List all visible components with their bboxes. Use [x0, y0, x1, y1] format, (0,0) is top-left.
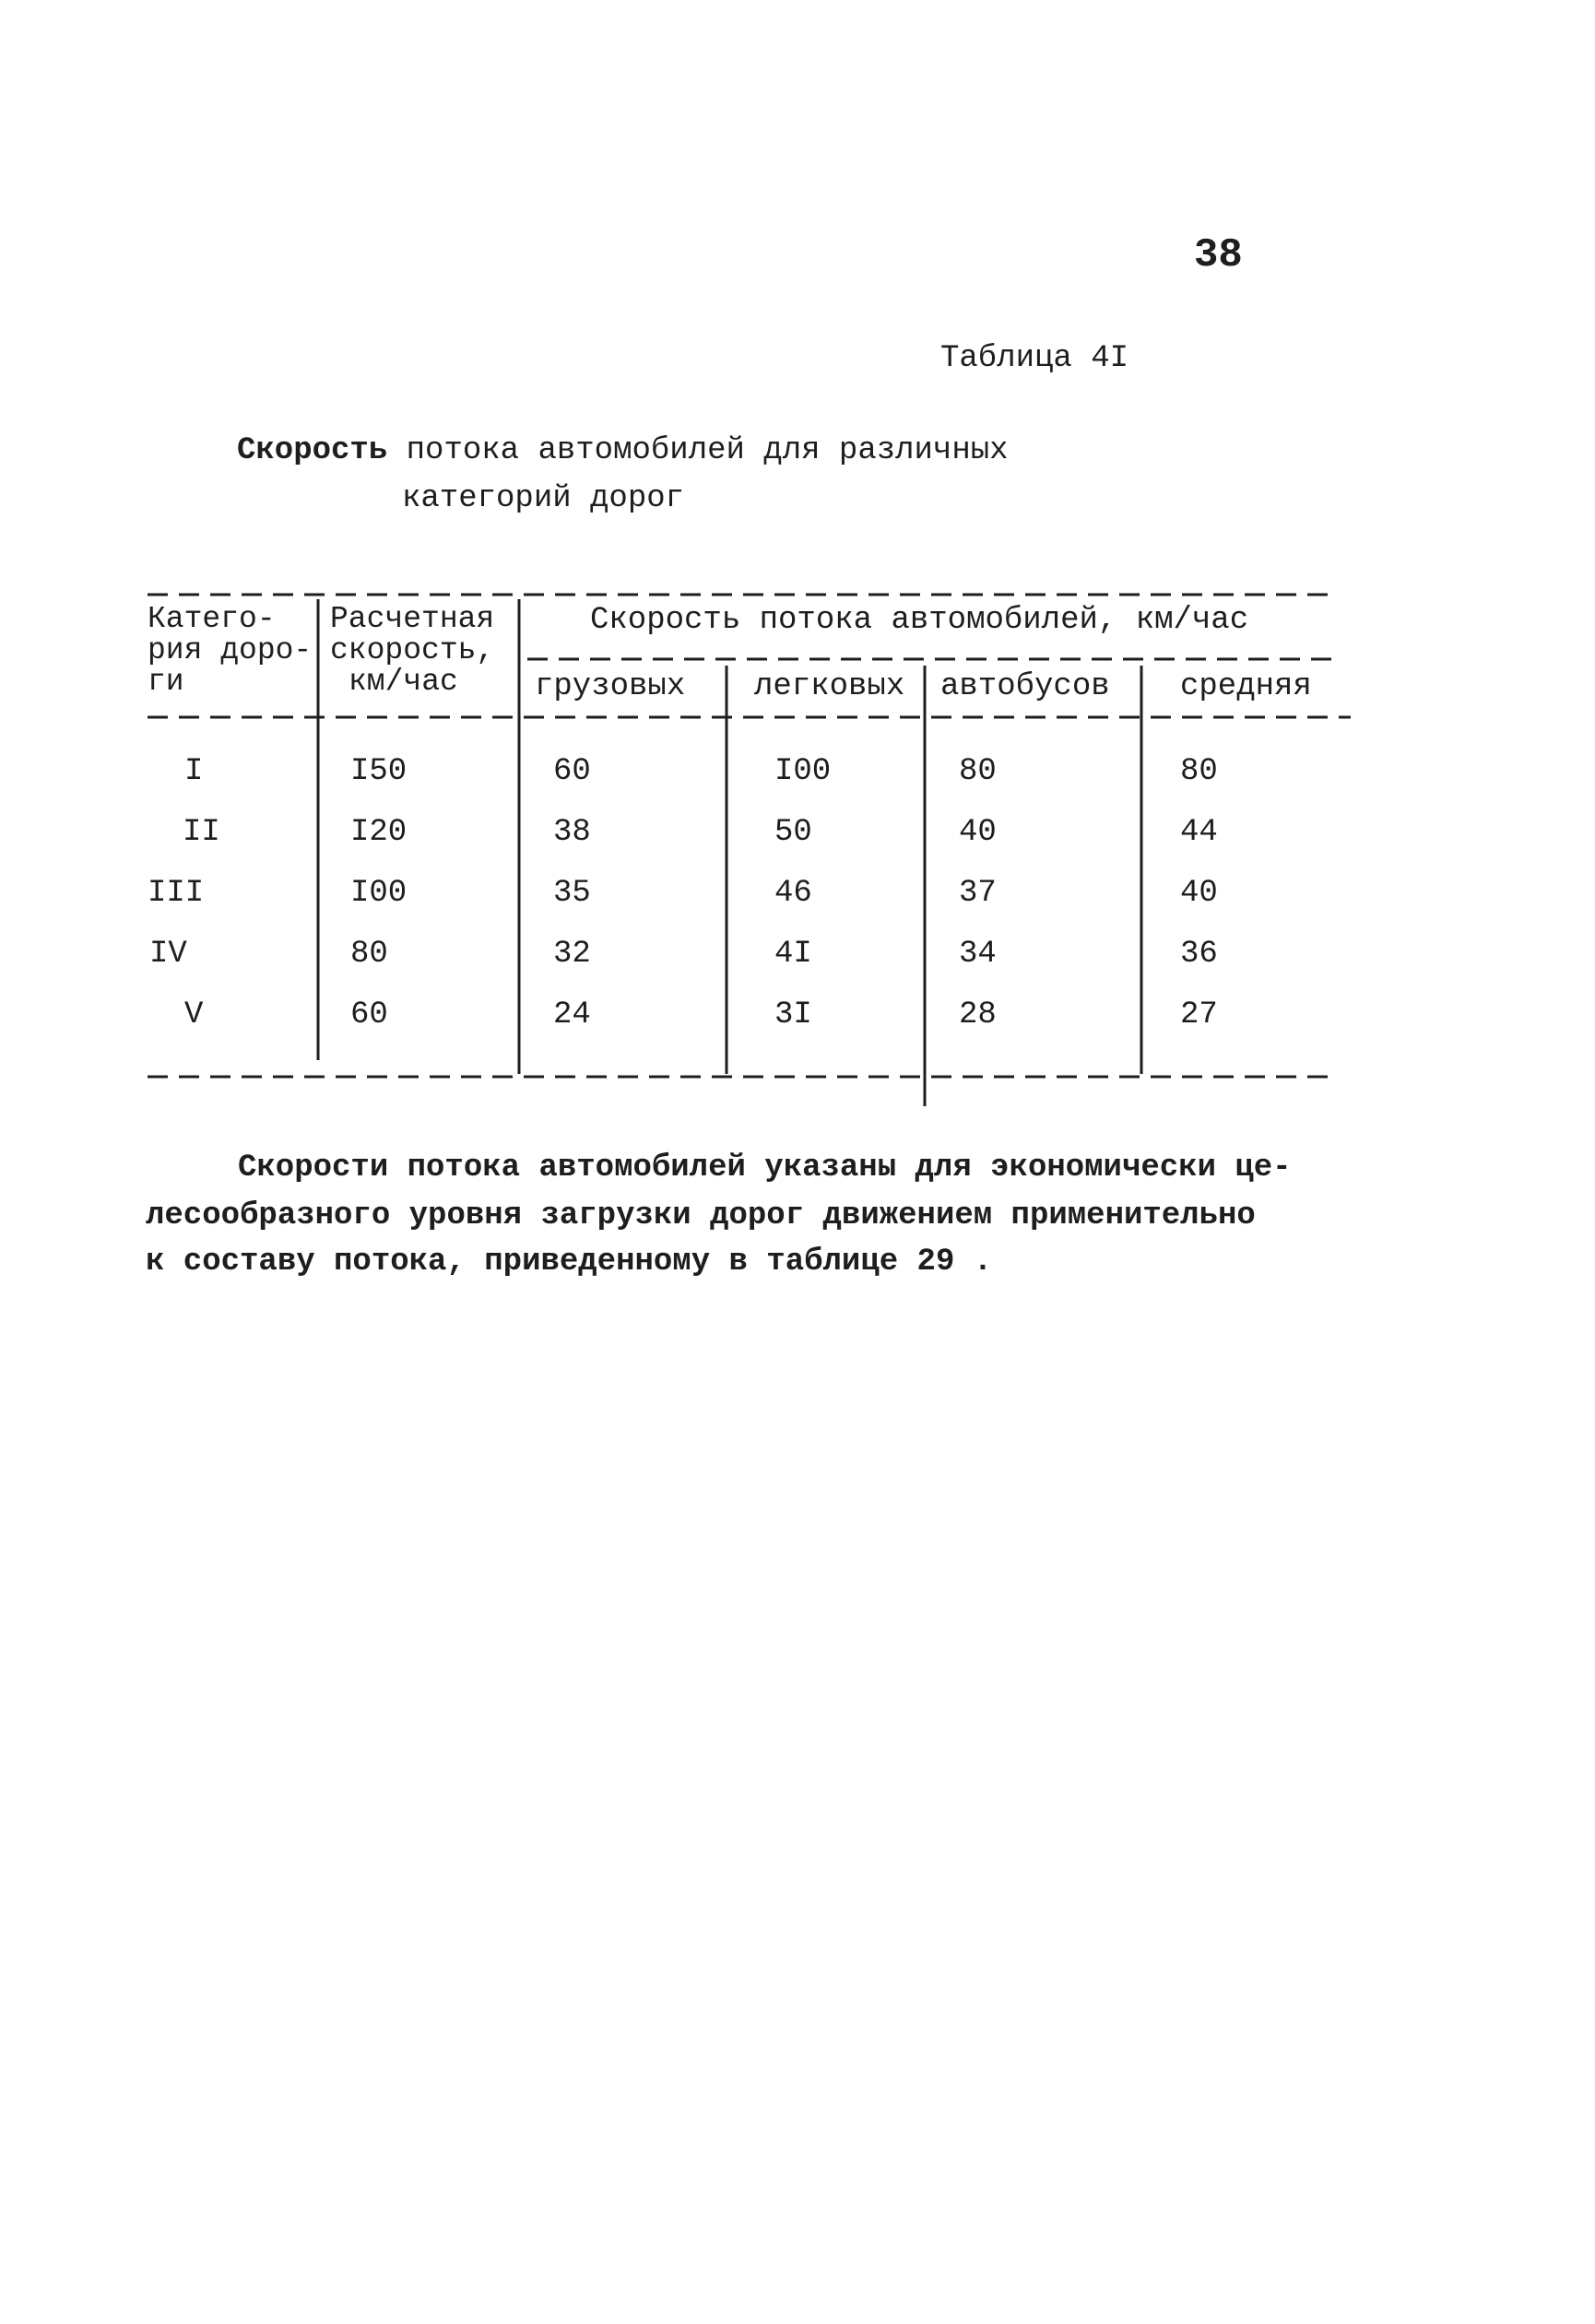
table-title-line-1	[237, 433, 1009, 468]
header-cars: легковых	[754, 669, 905, 704]
header-design-line: скорость,	[330, 633, 495, 667]
header-design-line: км/час	[349, 665, 458, 699]
table-title-bold: Скорость	[237, 433, 388, 468]
cell-design: I20	[350, 815, 408, 850]
table-title-rest: потока автомобилей для различных	[387, 433, 1009, 468]
cell-trucks: 24	[553, 997, 591, 1032]
cell-trucks: 38	[553, 815, 591, 850]
cell-buses: 28	[959, 997, 997, 1032]
cell-cars: 50	[774, 815, 812, 850]
cell-average: 44	[1180, 815, 1218, 850]
cell-buses: 40	[959, 815, 997, 850]
cell-buses: 80	[959, 754, 997, 789]
page-number: 38	[1194, 232, 1243, 278]
cell-trucks: 32	[553, 937, 591, 972]
header-category-line: ги	[148, 665, 184, 699]
note-line-3: к составу потока, приведенному в таблице 29 .	[146, 1245, 993, 1280]
cell-average: 80	[1180, 754, 1218, 789]
cell-average: 27	[1180, 997, 1218, 1032]
cell-cars: I00	[774, 754, 832, 789]
header-category-line: рия доро-	[148, 633, 313, 667]
cell-average: 36	[1180, 937, 1218, 972]
cell-cars: 3I	[774, 997, 812, 1032]
cell-design: 80	[350, 937, 388, 972]
cell-trucks: 35	[553, 876, 591, 911]
table-title-line-2: категорий дорог	[402, 481, 685, 516]
cell-design: I00	[350, 876, 408, 911]
cell-trucks: 60	[553, 754, 591, 789]
cell-buses: 34	[959, 937, 997, 972]
cell-cars: 46	[774, 876, 812, 911]
cell-buses: 37	[959, 876, 997, 911]
cell-design: 60	[350, 997, 388, 1032]
note-line-1: Скорости потока автомобилей указаны для экономически це-	[238, 1150, 1292, 1186]
header-category	[148, 604, 312, 698]
cell-category: I	[184, 754, 204, 789]
header-design-line: Расчетная	[330, 602, 495, 636]
header-average: средняя	[1180, 669, 1312, 704]
cell-cars: 4I	[774, 937, 812, 972]
header-group-speed: Скорость потока автомобилей, км/час	[590, 603, 1249, 638]
cell-category: III	[148, 876, 205, 911]
cell-category: II	[183, 815, 220, 850]
header-category-line: Катего-	[148, 602, 276, 636]
note-line-2: лесообразного уровня загрузки дорог движением применительно	[146, 1198, 1256, 1233]
cell-design: I50	[350, 754, 408, 789]
table-label: Таблица 4I	[940, 341, 1129, 376]
header-trucks: грузовых	[535, 669, 686, 704]
cell-average: 40	[1180, 876, 1218, 911]
cell-category: V	[184, 997, 204, 1032]
header-buses: автобусов	[940, 669, 1110, 704]
header-design-speed	[330, 604, 494, 698]
cell-category: IV	[149, 937, 187, 972]
